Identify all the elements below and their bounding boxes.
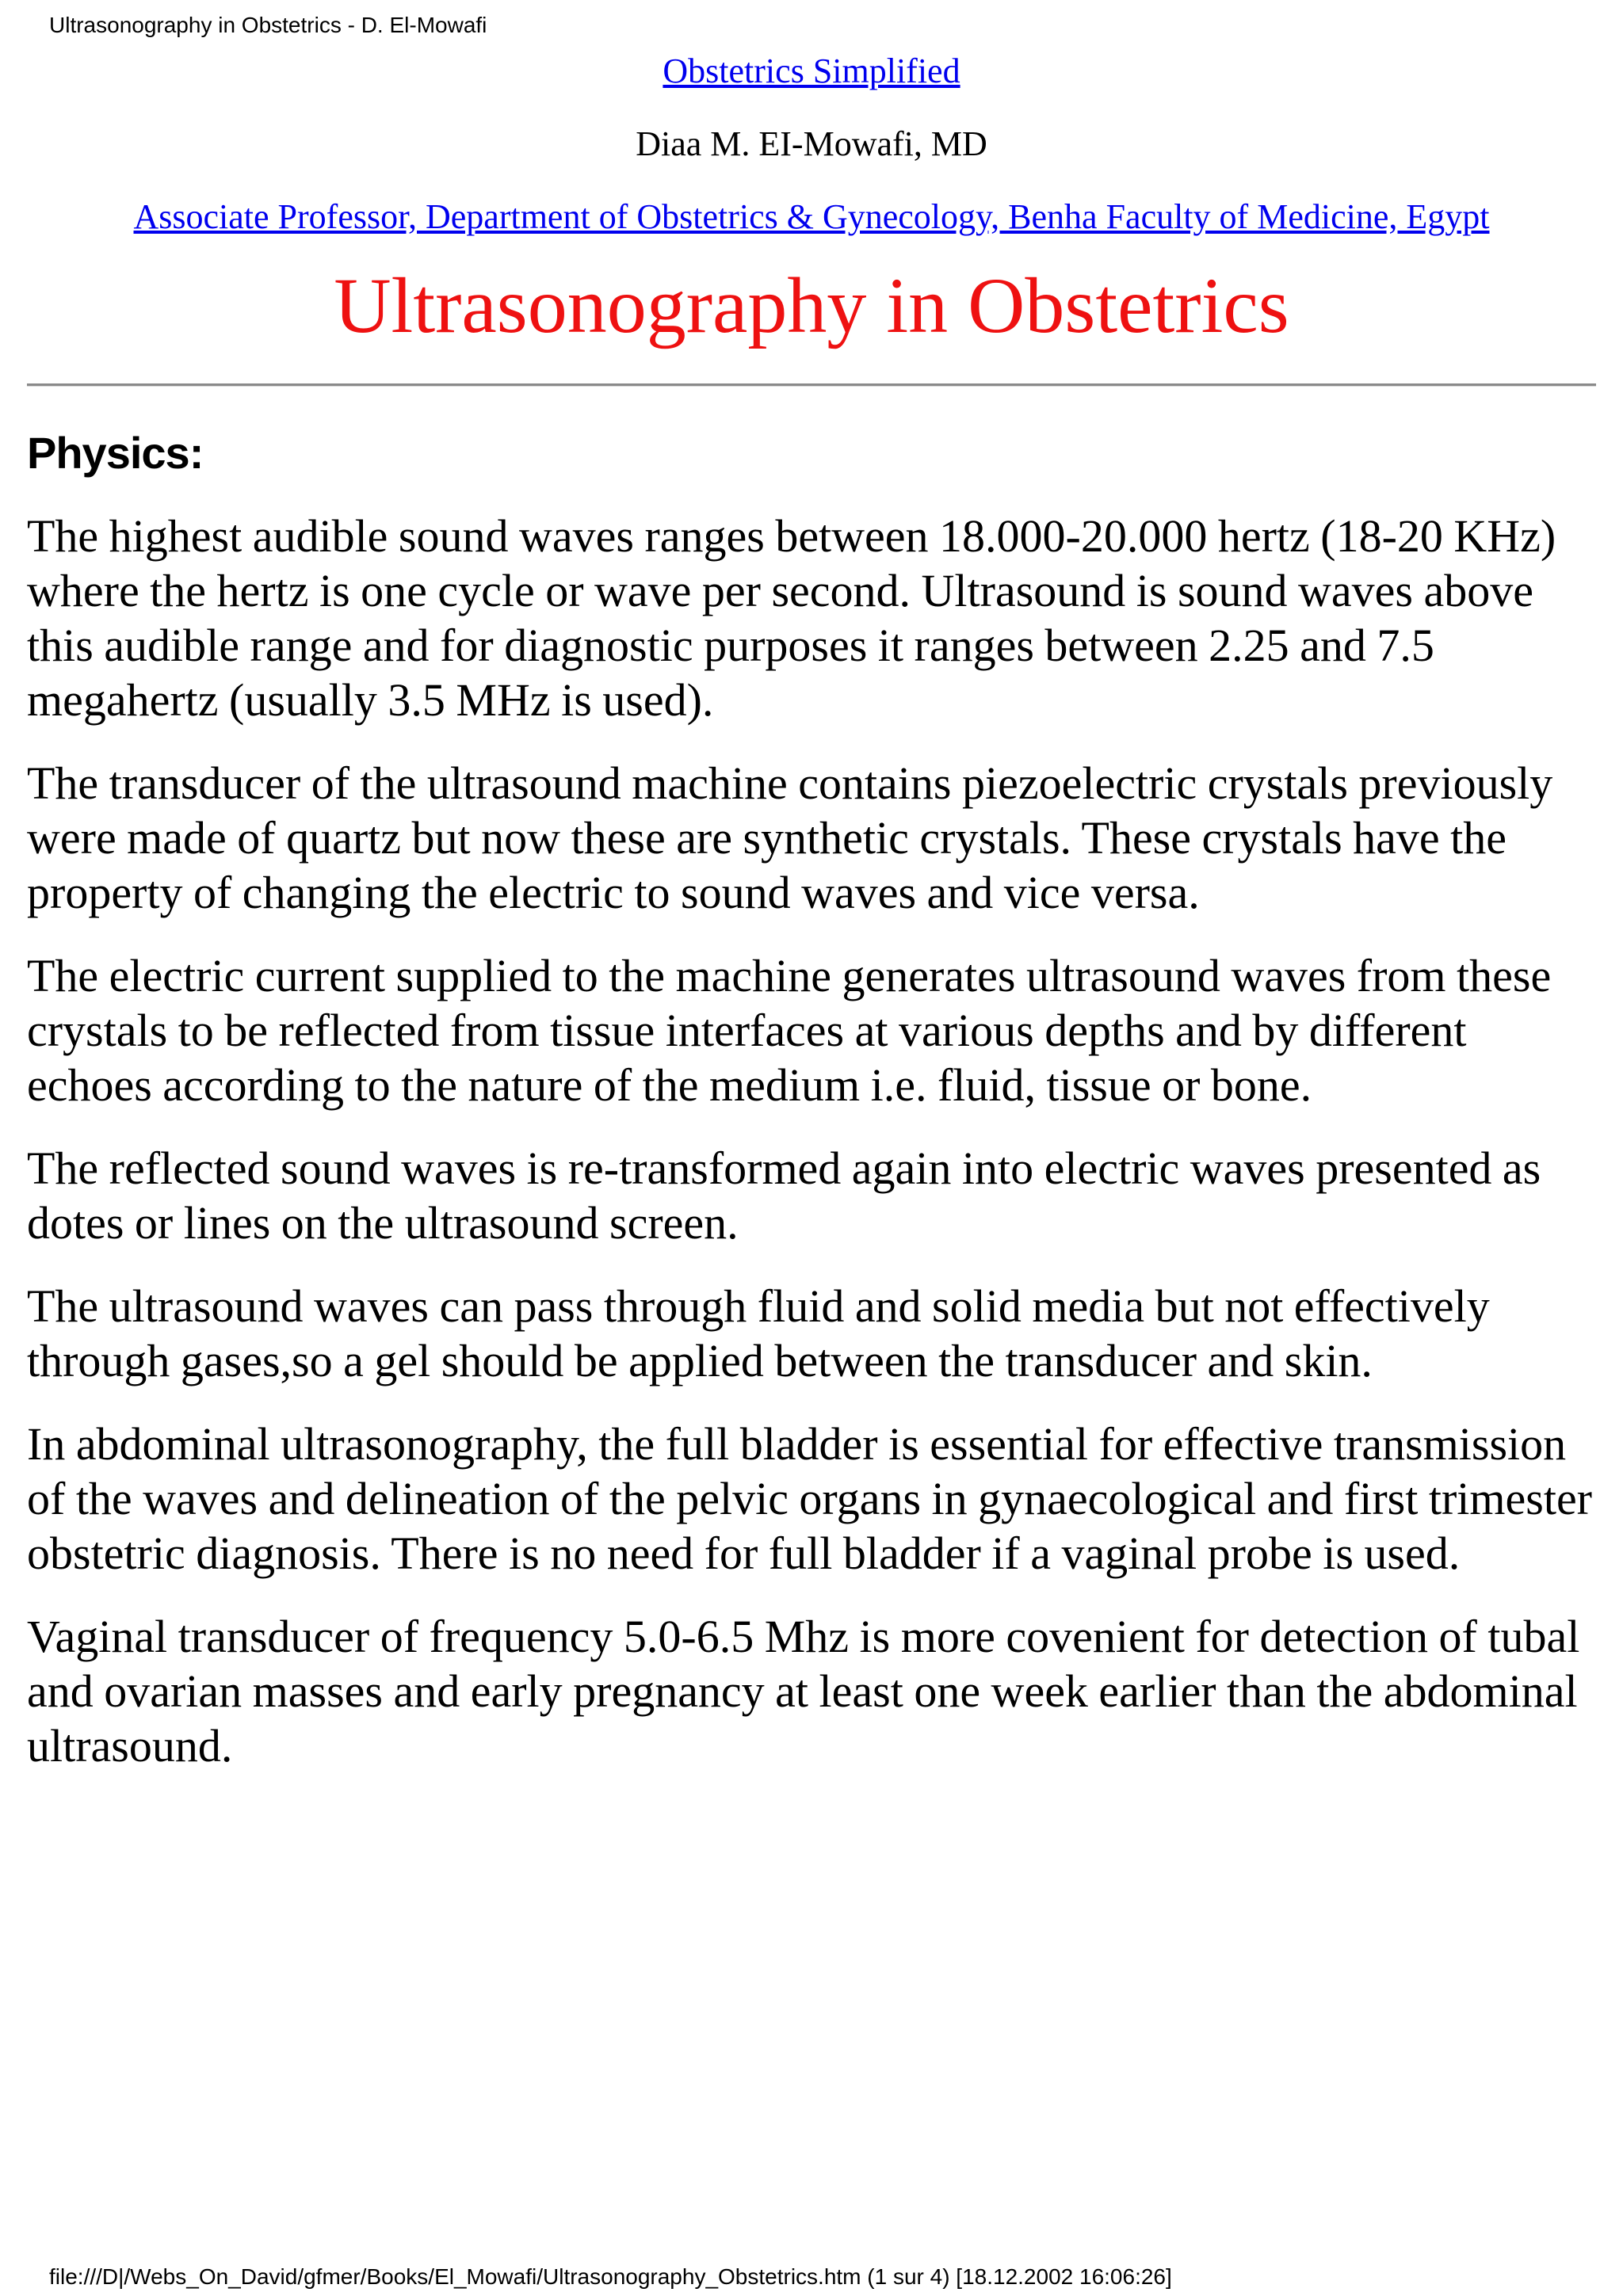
paragraph: The electric current supplied to the machine generates ultrasound waves from these crystals to be reflected from tissue interfaces at various depths and by different echoes according to the nature of the medium i.e. fluid, tissue or bone.: [27, 950, 1552, 1111]
horizontal-divider: [27, 383, 1596, 387]
section-heading-physics: Physics:: [27, 428, 204, 478]
page-title: Ultrasonography in Obstetrics: [334, 261, 1289, 349]
affiliation-link[interactable]: Associate Professor, Department of Obstetrics & Gynecology, Benha Faculty of Medicine, Egypt: [133, 197, 1490, 236]
paragraph: The ultrasound waves can pass through fluid and solid media but not effectively through gases,so a gel should be applied between the transducer and skin.: [27, 1280, 1490, 1386]
page-content: [27, 51, 1596, 1773]
paragraph: In abdominal ultrasonography, the full bladder is essential for effective transmission of the waves and delineation of the pelvic organs in gynaecological and first trimester obstetric diagnosis. There is no need for full bladder if a vaginal probe is used.: [27, 1418, 1593, 1579]
paragraph: Vaginal transducer of frequency 5.0-6.5 Mhz is more covenient for detection of tubal and ovarian masses and early pregnancy at least one week earlier than the abdominal ultrasound.: [27, 1611, 1580, 1772]
print-header: Ultrasonography in Obstetrics - D. El-Mowafi: [49, 13, 487, 37]
paragraph: The reflected sound waves is re-transformed again into electric waves presented as dotes or lines on the ultrasound screen.: [27, 1142, 1541, 1249]
author-name: Diaa M. EI-Mowafi, MD: [636, 124, 987, 163]
paragraph: The highest audible sound waves ranges between 18.000-20.000 hertz (18-20 KHz) where the hertz is one cycle or wave per second. Ultrasound is sound waves above this audible range and for diagnostic purposes it ranges between 2.25 and 7.5 megahertz (usually 3.5 MHz is used).: [27, 510, 1556, 726]
physics-body: [27, 509, 1596, 1773]
print-footer: file:///D|/Webs_On_David/gfmer/Books/El_Mowafi/Ultrasonography_Obstetrics.htm (1 sur 4) [18.12.2002 16:06:26]: [49, 2264, 1172, 2289]
paragraph: The transducer of the ultrasound machine contains piezoelectric crystals previously were made of quartz but now these are synthetic crystals. These crystals have the property of changing the electric to sound waves and vice versa.: [27, 757, 1553, 918]
series-link[interactable]: Obstetrics Simplified: [663, 51, 960, 90]
masthead: [27, 51, 1596, 352]
